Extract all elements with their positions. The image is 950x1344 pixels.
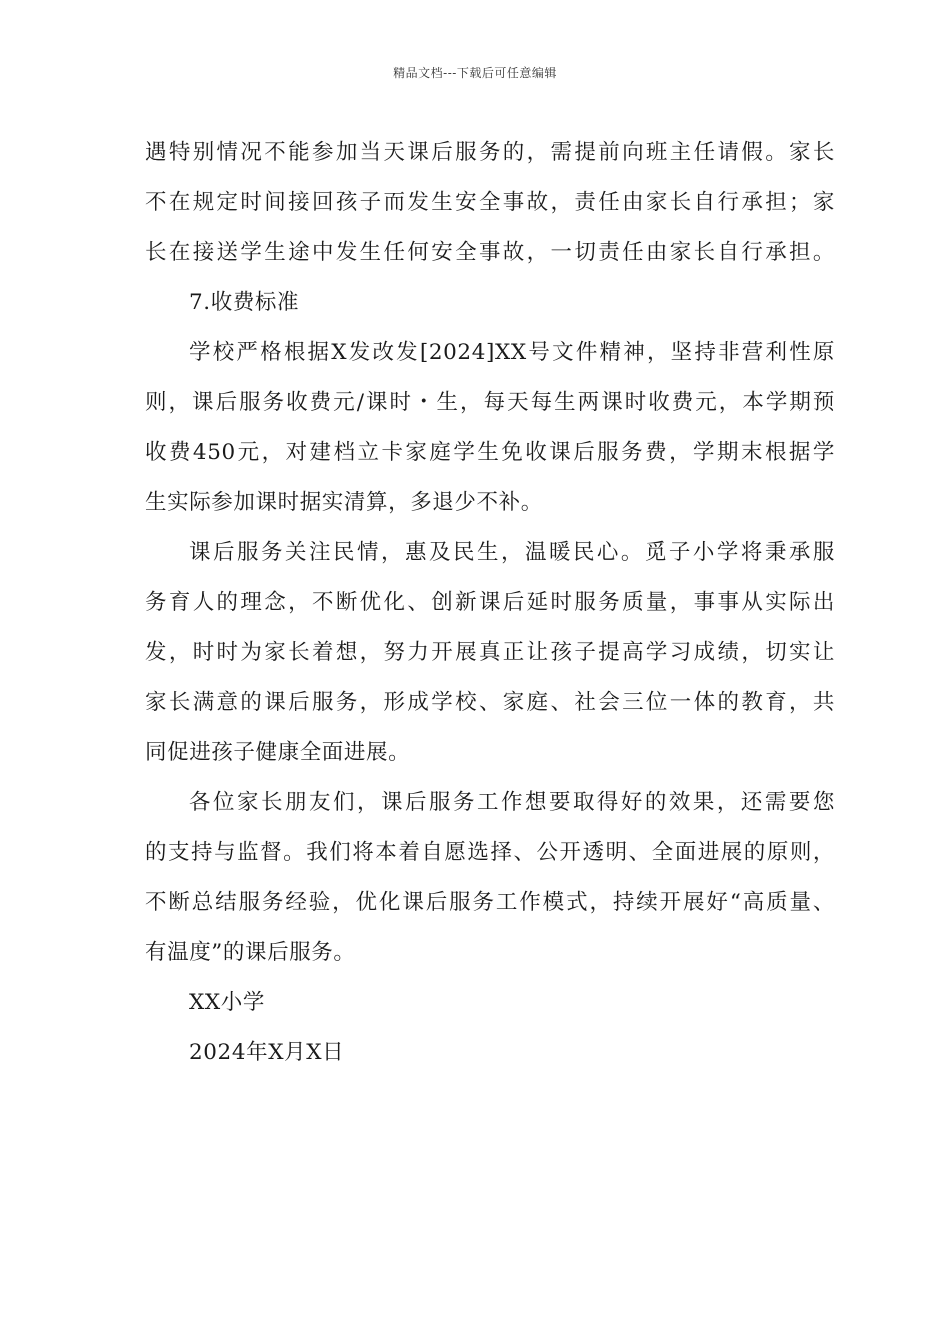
text-line: 收费450元，对建档立卡家庭学生免收课后服务费，学期末根据学 [145, 440, 835, 465]
text-line: 遇特别情况不能参加当天课后服务的，需提前向班主任请假。家长 [145, 140, 835, 165]
text-line: 同促进孩子健康全面进展。 [145, 740, 411, 765]
signature-date: 2024年X月X日 [189, 1040, 345, 1065]
text-line: 有温度”的课后服务。 [145, 940, 356, 965]
text-line: 生实际参加课时据实清算，多退少不补。 [145, 490, 543, 515]
text-line: 务育人的理念，不断优化、创新课后延时服务质量，事事从实际出 [145, 590, 835, 615]
text-line: 不在规定时间接回孩子而发生安全事故，责任由家长自行承担；家 [145, 190, 835, 215]
document-body [145, 128, 835, 1078]
text-line: 各位家长朋友们，课后服务工作想要取得好的效果，还需要您 [189, 790, 835, 815]
text-line: 学校严格根据X发改发[2024]XX号文件精神，坚持非营利性原 [189, 340, 835, 365]
text-line: 长在接送学生途中发生任何安全事故，一切责任由家长自行承担。 [145, 240, 835, 265]
text-line: 发，时时为家长着想，努力开展真正让孩子提高学习成绩，切实让 [145, 640, 835, 665]
text-line: 不断总结服务经验，优化课后服务工作模式，持续开展好“高质量、 [145, 890, 835, 915]
signature-school: XX小学 [189, 990, 266, 1015]
text-line: 的支持与监督。我们将本着自愿选择、公开透明、全面进展的原则， [145, 840, 835, 865]
section-heading: 7.收费标准 [189, 290, 300, 315]
text-line: 则，课后服务收费元/课时・生，每天每生两课时收费元，本学期预 [145, 390, 835, 415]
text-line: 家长满意的课后服务，形成学校、家庭、社会三位一体的教育，共 [145, 690, 835, 715]
text-line: 课后服务关注民情，惠及民生，温暖民心。觅子小学将秉承服 [189, 540, 835, 565]
page-header: 精品文档---下载后可任意编辑 [393, 66, 557, 80]
